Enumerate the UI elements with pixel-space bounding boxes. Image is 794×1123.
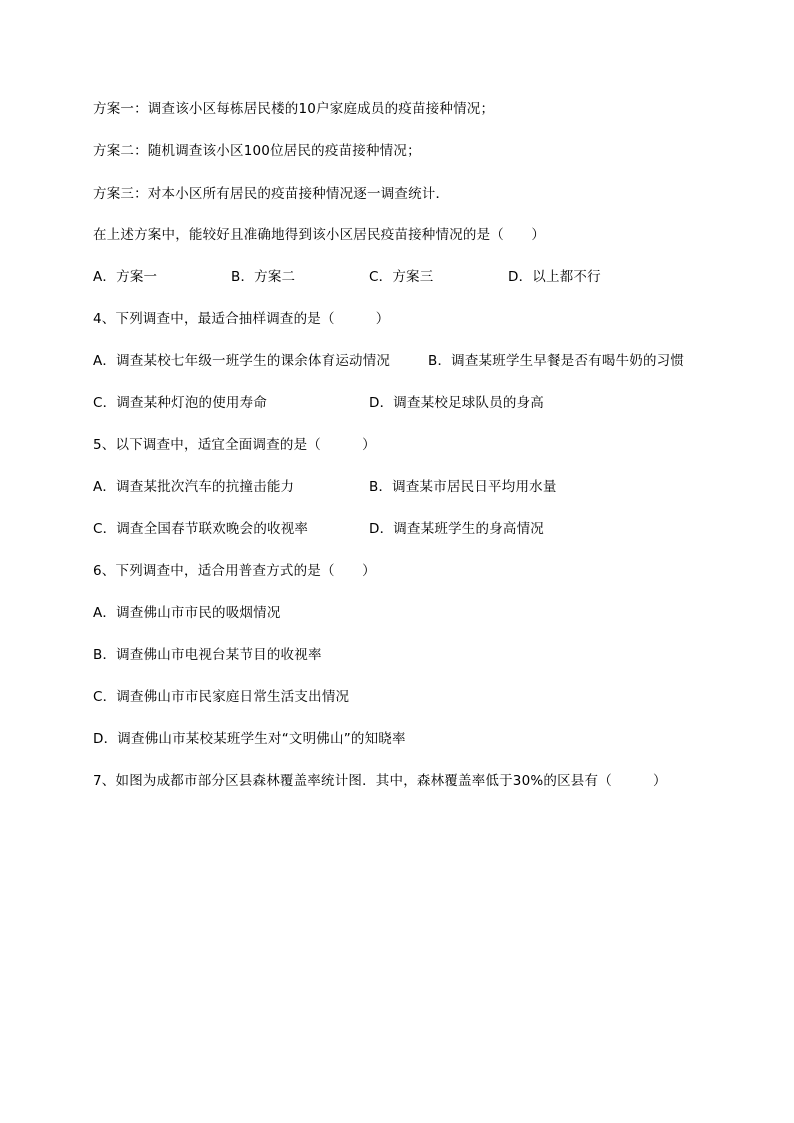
q7-stem: 7、如图为成都市部分区县森林覆盖率统计图．其中，森林覆盖率低于30%的区县有（ ） xyxy=(93,773,667,789)
scheme-question-text: 在上述方案中，能较好且准确地得到该小区居民疫苗接种情况的是（ ） xyxy=(93,227,546,243)
scheme-option-b: B．方案二 xyxy=(231,269,296,285)
scheme-1-text: 方案一：调查该小区每栋居民楼的10户家庭成员的疫苗接种情况； xyxy=(93,101,495,117)
q4-option-b: B．调查某班学生早餐是否有喝牛奶的习惯 xyxy=(428,353,685,369)
q5-option-d: D．调查某班学生的身高情况 xyxy=(369,521,544,537)
q6-stem: 6、下列调查中，适合用普查方式的是（ ） xyxy=(93,563,376,579)
q5-stem: 5、以下调查中，适宜全面调查的是（ ） xyxy=(93,437,376,453)
q6-option-d: D．调查佛山市某校某班学生对“文明佛山”的知晓率 xyxy=(93,731,406,747)
q5-option-a: A．调查某批次汽车的抗撞击能力 xyxy=(93,479,295,495)
scheme-3-text: 方案三：对本小区所有居民的疫苗接种情况逐一调查统计． xyxy=(93,186,450,202)
q6-option-a: A．调查佛山市市民的吸烟情况 xyxy=(93,605,281,621)
q5-option-c: C．调查全国春节联欢晚会的收视率 xyxy=(93,521,309,537)
q5-option-b: B．调查某市居民日平均用水量 xyxy=(369,479,557,495)
scheme-2-text: 方案二：随机调查该小区100位居民的疫苗接种情况； xyxy=(93,143,421,159)
q4-option-c: C．调查某种灯泡的使用寿命 xyxy=(93,395,268,411)
q4-option-d: D．调查某校足球队员的身高 xyxy=(369,395,544,411)
q6-option-c: C．调查佛山市市民家庭日常生活支出情况 xyxy=(93,689,350,705)
scheme-option-d: D．以上都不行 xyxy=(508,269,601,285)
scheme-option-c: C．方案三 xyxy=(369,269,434,285)
q6-option-b: B．调查佛山市电视台某节目的收视率 xyxy=(93,647,322,663)
scheme-option-a: A．方案一 xyxy=(93,269,158,285)
q4-stem: 4、下列调查中，最适合抽样调查的是（ ） xyxy=(93,311,390,327)
q4-option-a: A．调查某校七年级一班学生的课余体育运动情况 xyxy=(93,353,391,369)
